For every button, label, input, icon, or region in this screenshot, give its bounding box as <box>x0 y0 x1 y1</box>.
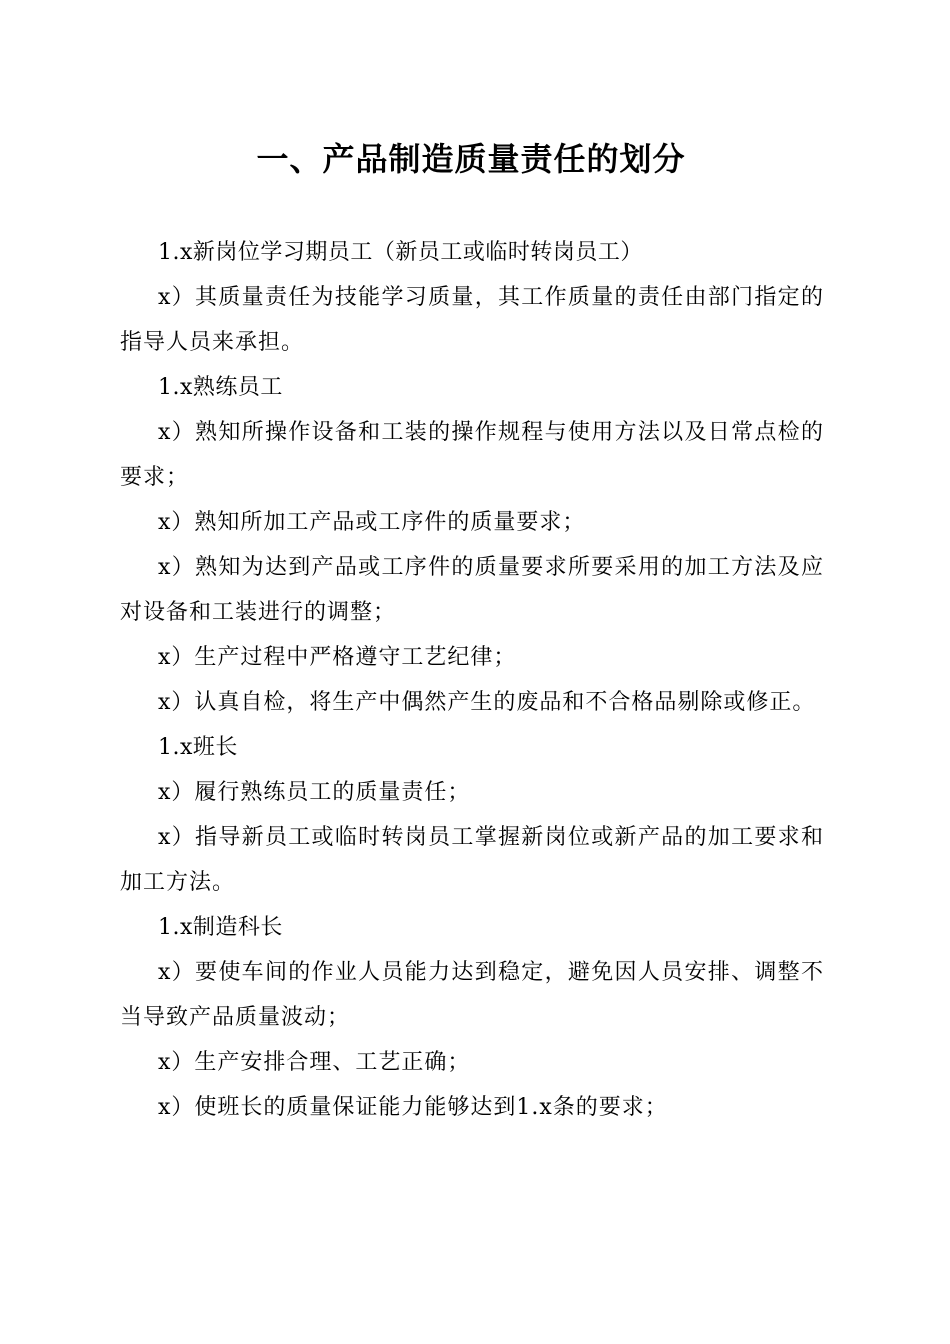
document-body <box>120 230 824 1130</box>
paragraph: x）熟知所加工产品或工序件的质量要求； <box>158 510 586 535</box>
section-heading: 1.x熟练员工 <box>158 375 283 400</box>
page-title: 一、产品制造质量责任的划分 <box>256 140 686 178</box>
paragraph: x）要使车间的作业人员能力达到稳定，避免因人员安排、调整不当导致产品质量波动； <box>120 960 824 1030</box>
paragraph: x）指导新员工或临时转岗员工掌握新岗位或新产品的加工要求和加工方法。 <box>120 825 824 895</box>
section-heading: 1.x制造科长 <box>158 915 283 940</box>
paragraph: x）使班长的质量保证能力能够达到1.x条的要求； <box>158 1095 668 1120</box>
paragraph: x）履行熟练员工的质量责任； <box>158 780 471 805</box>
section-heading: 1.x新岗位学习期员工（新员工或临时转岗员工） <box>158 240 643 265</box>
section-heading: 1.x班长 <box>158 735 238 760</box>
paragraph: x）生产安排合理、工艺正确； <box>158 1050 471 1075</box>
paragraph: x）熟知所操作设备和工装的操作规程与使用方法以及日常点检的要求； <box>120 420 824 490</box>
paragraph: x）熟知为达到产品或工序件的质量要求所要采用的加工方法及应对设备和工装进行的调整； <box>120 555 824 625</box>
paragraph: x）其质量责任为技能学习质量，其工作质量的责任由部门指定的指导人员来承担。 <box>120 285 824 355</box>
paragraph: x）认真自检，将生产中偶然产生的废品和不合格品剔除或修正。 <box>158 690 816 715</box>
paragraph: x）生产过程中严格遵守工艺纪律； <box>158 645 517 670</box>
